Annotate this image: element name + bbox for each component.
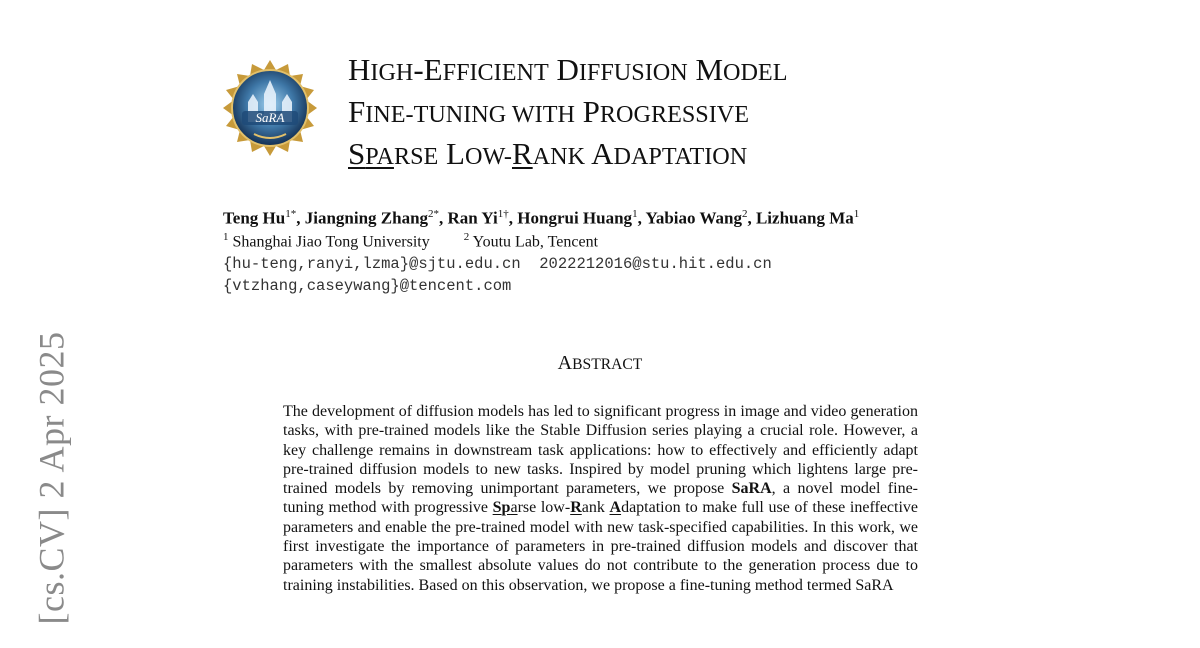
author-emails [223,253,772,297]
method-name: SaRA [731,480,772,498]
email-line: {hu-teng,ranyi,lzma}@sjtu.edu.cn 2022212016@stu.hit.edu.cn [223,255,772,273]
author-name: Teng Hu [223,208,286,228]
author-list: Teng $Hu^{1*}$, Jiangning Zhang$^{2*}$, Ran $Yi^{1\dagger}$, Hongrui Huang$^1$, Yabiao Wang$^2$, Lizhuang Ma$^1$ [223,208,860,228]
castle-emblem-logo [218,56,322,160]
affiliation-name: Shanghai Jiao Tong University [232,233,430,251]
abstract-heading: ABSTRACT [557,352,643,374]
title-line-1: HIGH-EFFICIENT DIFFUSION MODEL [348,52,788,87]
arxiv-stamp-text: [cs.CV] 2 Apr 2025 [31,331,72,625]
affiliation-name: Youtu Lab, Tencent [472,233,599,251]
paper-title [348,50,787,176]
author-name: Hongrui Huang [517,208,633,228]
title-line-2: FINE-TUNING WITH PROGRESSIVE [348,94,750,129]
title-line-3: SPARSE LOW-RANK ADAPTATION [348,136,748,171]
author-name: Yabiao Wang [645,208,742,228]
affiliation-list: $^1$ Shanghai Jiao Tong University $^2$ Youtu Lab, Tencent [223,231,599,251]
author-name: Lizhuang Ma [755,208,854,228]
logo-text: SaRA [255,110,285,125]
email-line: {vtzhang,caseywang}@tencent.com [223,277,512,295]
author-name: Ran Yi [447,208,498,228]
abstract-text: The development of diffusion models has led to significant progress in image and video generation tasks, with pre-trained models like the Stable Diffusion series playing a crucial role. However, a key challenge remains in downstream task applications: how to effectively and efficiently adapt pre-trained diffusion models to new tasks. Inspired by model pruning which lightens large pre-trained models by removing unimportant parameters, we propose SaRA, a novel model fine-tuning method with progressive Sparse low-Rank Adaptation to make full use of these ineffective parameters and enable the pre-trained model with new task-specified capabilities. In this work, we first investigate the importance of parameters in pre-trained diffusion models and discover that parameters with the smallest absolute values do not contribute to the generation process due to training instabilities. Based on this observation, we propose a fine-tuning method termed SaRA [283,403,919,594]
author-name: Jiangning Zhang [304,208,429,228]
